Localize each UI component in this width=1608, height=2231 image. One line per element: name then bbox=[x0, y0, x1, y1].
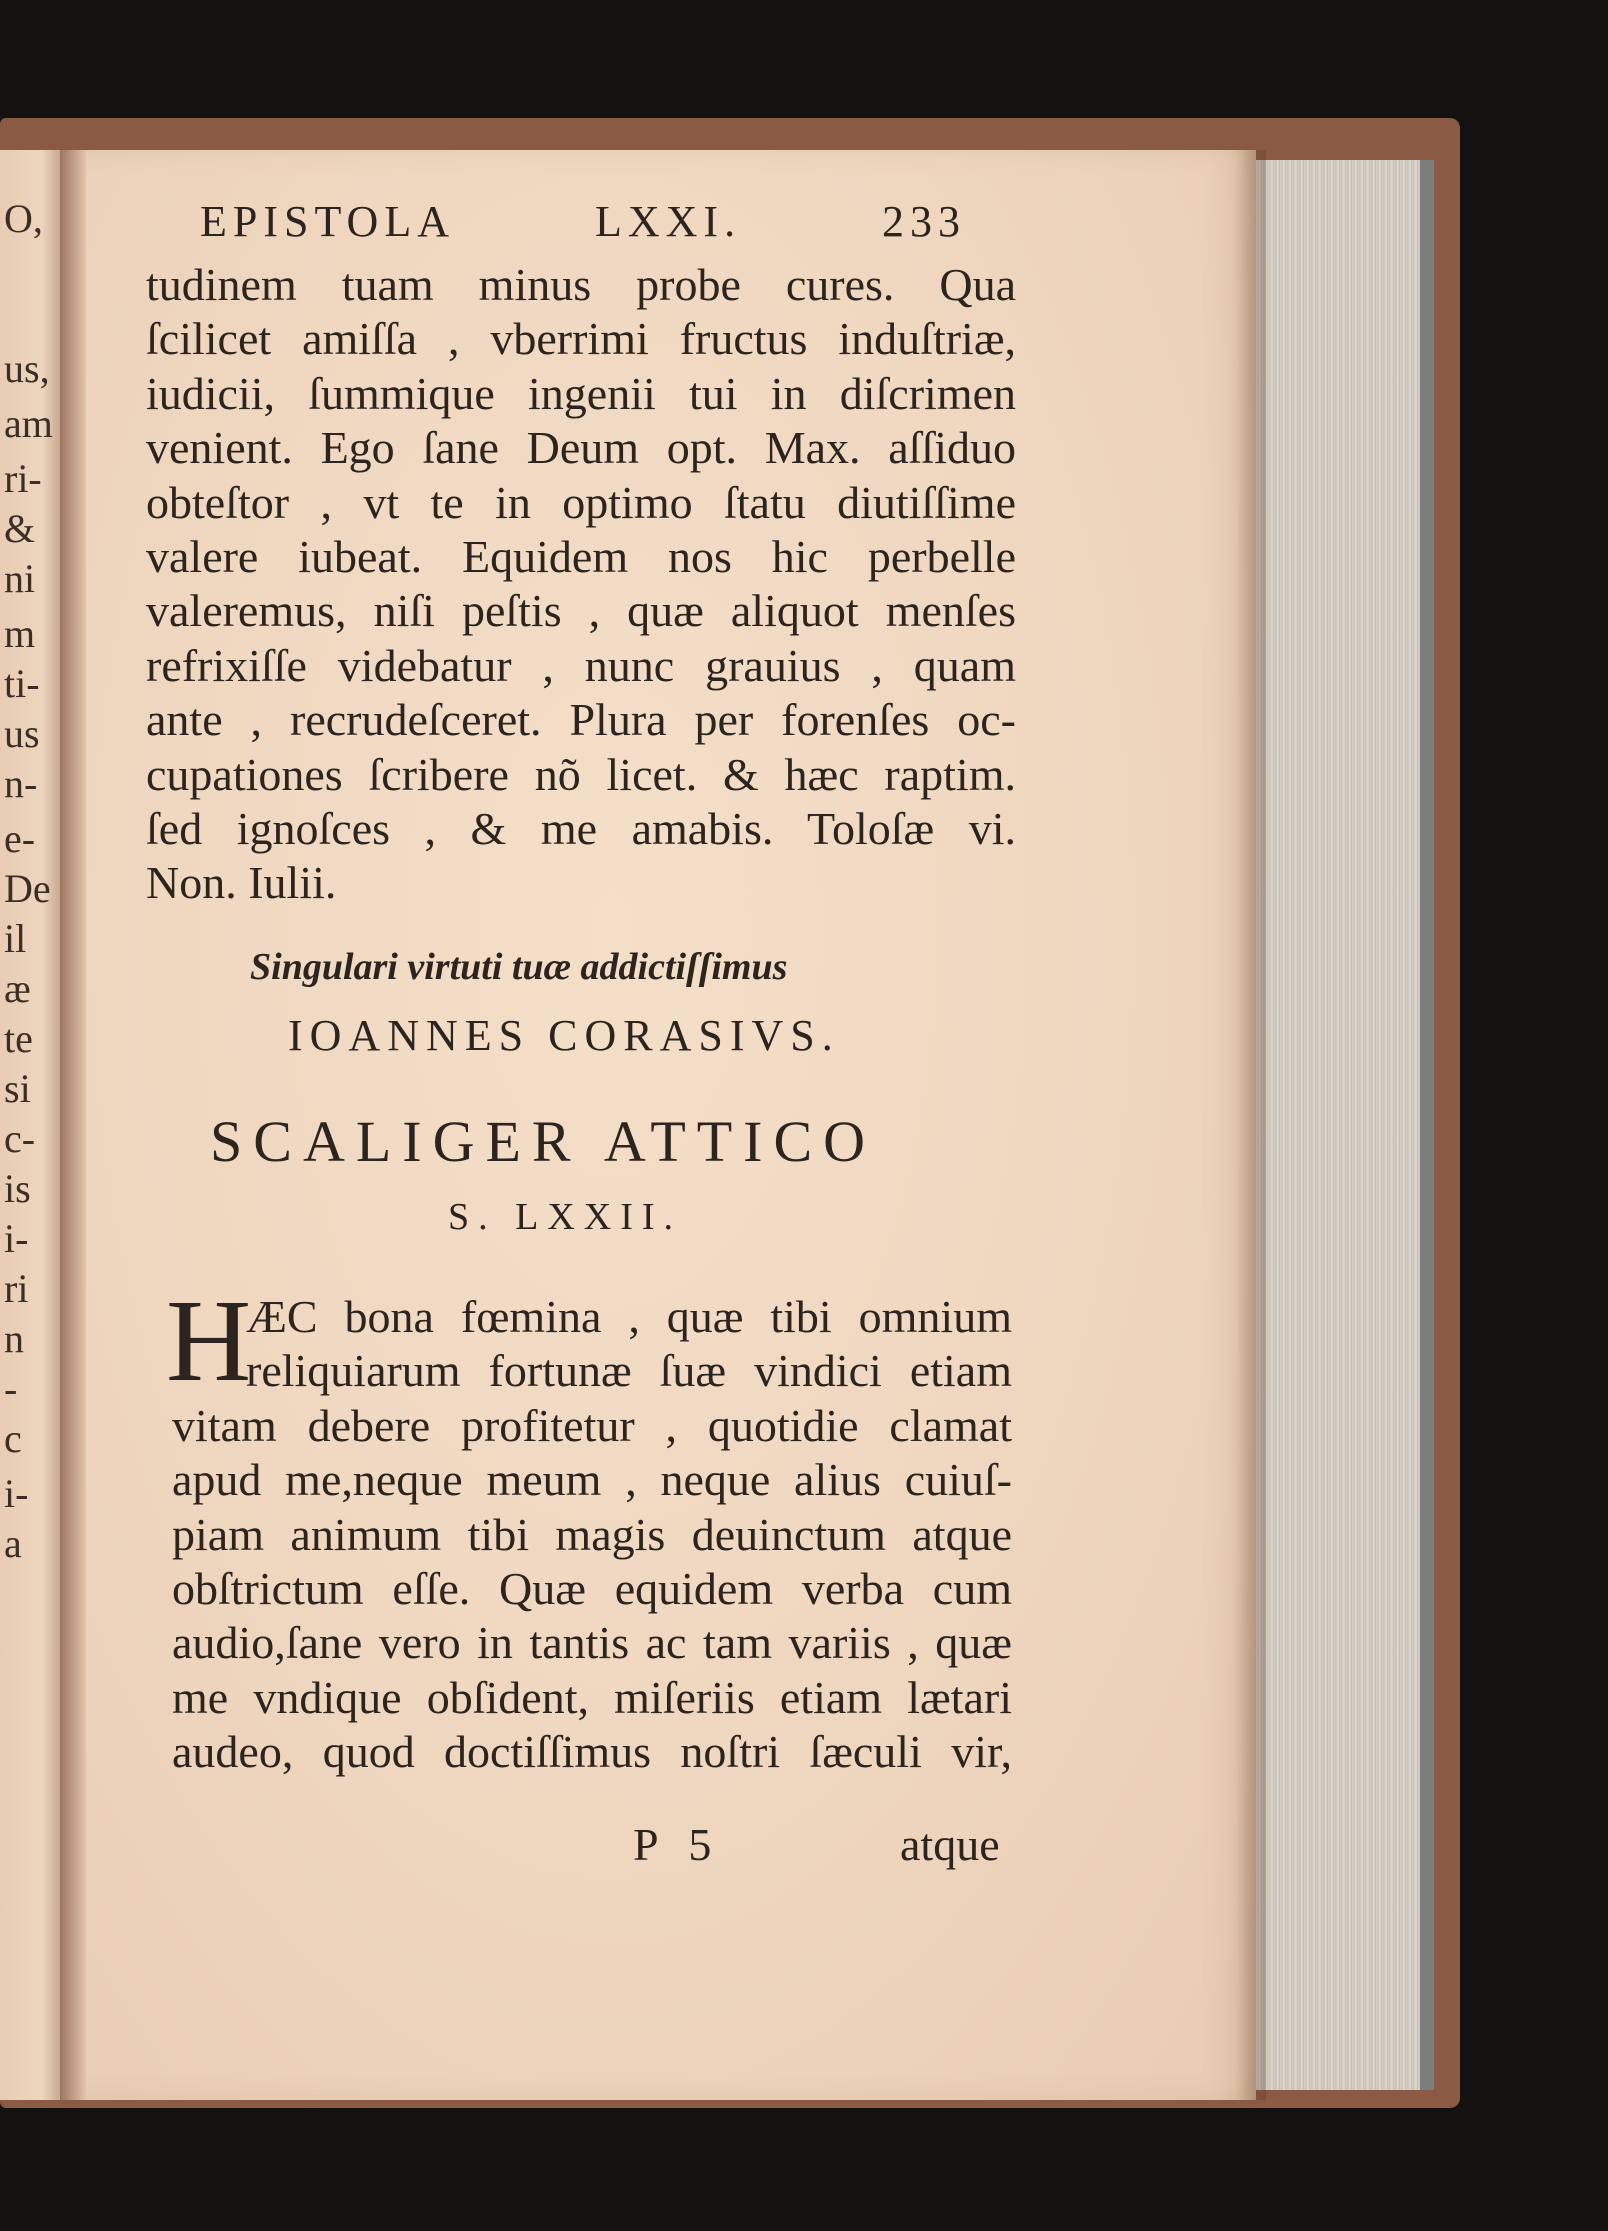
drop-cap: H bbox=[166, 1275, 252, 1406]
text-line: reliquiarum fortunæ ſuæ vindici etiam bbox=[246, 1345, 1012, 1397]
signature-mark: P 5 bbox=[633, 1819, 722, 1870]
left-page-fragment: i- bbox=[4, 1216, 29, 1261]
letter-title: SCALIGER ATTICO bbox=[210, 1109, 877, 1174]
text-line: obſtrictum eſſe. Quæ equidem verba cum bbox=[172, 1562, 1012, 1614]
left-page-fragment: ti- bbox=[4, 661, 40, 706]
left-page-fragment: us bbox=[4, 711, 40, 756]
left-page-fragment: c- bbox=[4, 1116, 36, 1161]
left-page-fragment: te bbox=[4, 1016, 33, 1061]
page-footer bbox=[0, 1818, 1020, 1874]
left-page-fragment: ni bbox=[4, 556, 36, 601]
left-page-fragment: ri bbox=[4, 1266, 29, 1311]
page-number: 233 bbox=[882, 197, 966, 246]
left-page-fragment: us, bbox=[4, 346, 50, 391]
left-page-fragment: n- bbox=[4, 761, 38, 806]
text-line: refrixiſſe videbatur , nunc grauius , quam bbox=[146, 639, 1016, 691]
left-page-fragment: am bbox=[4, 401, 53, 446]
left-page-fragment: De bbox=[4, 866, 51, 911]
text-line: apud me,neque meum , neque alius cuiuſ- bbox=[172, 1454, 1012, 1506]
next-letter-body bbox=[172, 1290, 1012, 1780]
text-line: piam animum tibi magis deuinctum atque bbox=[172, 1508, 1012, 1560]
text-line: valere iubeat. Equidem nos hic perbelle bbox=[146, 530, 1016, 582]
page-edges bbox=[1250, 160, 1434, 2090]
text-line: me vndique obſident, miſeriis etiam lætari bbox=[172, 1671, 1012, 1723]
left-page-fragment: æ bbox=[4, 966, 31, 1011]
left-page-fragment: ri- bbox=[4, 456, 42, 501]
left-page-fragment: i- bbox=[4, 1471, 29, 1516]
left-page-fragment: c bbox=[4, 1416, 22, 1461]
running-title-word: EPISTOLA bbox=[200, 197, 455, 246]
text-line: ſed ignoſces , & me amabis. Toloſæ vi. bbox=[146, 802, 1016, 854]
left-page-fragment: is bbox=[4, 1166, 31, 1211]
text-line: audeo, quod doctiſſimus noſtri ſæculi vir, bbox=[172, 1726, 1012, 1778]
text-line: iudicii, ſummique ingenii tui in diſcrimen bbox=[146, 367, 1016, 419]
left-page-fragment: & bbox=[4, 506, 36, 551]
left-page-fragment: il bbox=[4, 916, 27, 961]
text-line: obteſtor , vt te in optimo ſtatu diutiſſime bbox=[146, 476, 1016, 528]
catchword: atque bbox=[900, 1819, 1000, 1870]
left-page-fragment: si bbox=[4, 1066, 31, 1111]
left-page-fragment: O, bbox=[4, 196, 43, 241]
text-line: ante , recrudeſceret. Plura per forenſes oc- bbox=[146, 694, 1016, 746]
page-shadow bbox=[1236, 150, 1266, 2100]
left-page-fragment: e- bbox=[4, 816, 36, 861]
text-line: audio,ſane vero in tantis ac tam variis , quæ bbox=[172, 1617, 1012, 1669]
text-line: vitam debere profitetur , quotidie clamat bbox=[172, 1399, 1012, 1451]
letter-body bbox=[146, 258, 1016, 911]
left-page-fragment: m bbox=[4, 611, 36, 656]
text-line: Non. Iulii. bbox=[146, 857, 337, 909]
running-header bbox=[200, 196, 1000, 256]
text-line: tudinem tuam minus probe cures. Qua bbox=[146, 259, 1016, 310]
text-line: venient. Ego ſane Deum opt. Max. aſſiduo bbox=[146, 422, 1016, 474]
text-line: valeremus, niſi peſtis , quæ aliquot menſes bbox=[146, 585, 1016, 637]
left-page-fragment: - bbox=[4, 1366, 18, 1411]
text-line: cupationes ſcribere nõ licet. & hæc raptim. bbox=[146, 748, 1016, 800]
running-title-number: LXXI. bbox=[595, 197, 742, 246]
left-page-fragment: n bbox=[4, 1316, 24, 1361]
text-line: ſcilicet amiſſa , vberrimi fructus induſtriæ, bbox=[146, 313, 1016, 365]
text-line: ÆC bona fœmina , quæ tibi omnium bbox=[246, 1291, 1012, 1342]
left-page-fragment: a bbox=[4, 1521, 22, 1566]
signature-name: IOANNES CORASIVS. bbox=[288, 1011, 840, 1060]
signature-closing: Singulari virtuti tuæ addictiſſimus bbox=[250, 946, 788, 988]
letter-subtitle: S. LXXII. bbox=[448, 1196, 683, 1238]
